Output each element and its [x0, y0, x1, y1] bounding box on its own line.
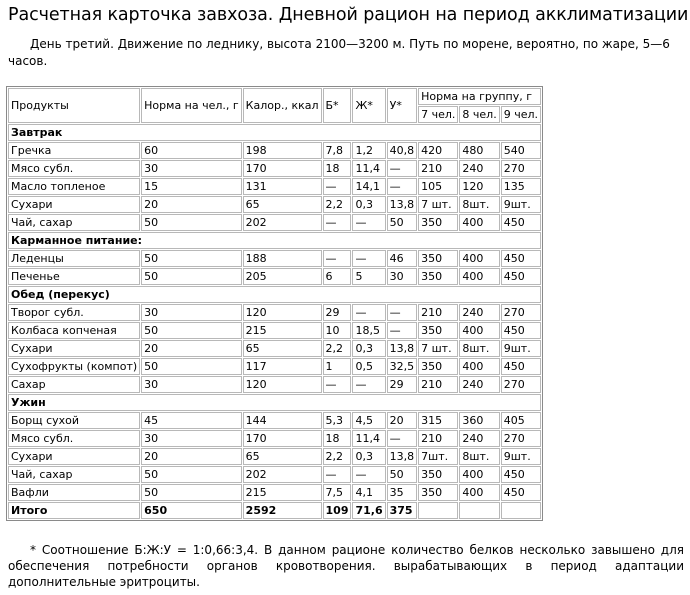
total-row — [8, 502, 541, 519]
cell-group-7: 350 — [418, 322, 458, 339]
table-row — [8, 412, 541, 429]
cell-group-8: 240 — [459, 160, 499, 177]
table-row — [8, 430, 541, 447]
total-calories: 2592 — [243, 502, 322, 519]
cell-norm: 45 — [141, 412, 242, 429]
cell-fats: 5 — [352, 268, 385, 285]
section-row — [8, 394, 541, 411]
cell-carbs: 32,5 — [387, 358, 418, 375]
cell-group-7: 350 — [418, 250, 458, 267]
cell-product: Вафли — [8, 484, 140, 501]
cell-norm: 30 — [141, 430, 242, 447]
cell-calories: 202 — [243, 466, 322, 483]
cell-group-7: 350 — [418, 214, 458, 231]
total-norm: 650 — [141, 502, 242, 519]
cell-group-9: 450 — [501, 484, 541, 501]
cell-product: Творог субл. — [8, 304, 140, 321]
table-row — [8, 304, 541, 321]
cell-carbs: — — [387, 160, 418, 177]
header-group-7: 7 чел. — [418, 106, 458, 123]
cell-calories: 198 — [243, 142, 322, 159]
cell-product: Борщ сухой — [8, 412, 140, 429]
cell-fats: 0,3 — [352, 448, 385, 465]
cell-group-8: 8шт. — [459, 448, 499, 465]
header-group-norm: Норма на группу, г — [418, 88, 541, 105]
cell-group-7: 350 — [418, 358, 458, 375]
header-product: Продукты — [8, 88, 140, 123]
cell-carbs: 29 — [387, 376, 418, 393]
header-norm-per-person: Норма на чел., г — [141, 88, 242, 123]
cell-carbs: 50 — [387, 214, 418, 231]
footnote: * Соотношение Б:Ж:У = 1:0,66:3,4. В данном рационе количество белков несколько завышено для обеспечения потребности органов кровотворения. вырабатывающих в период адаптации дополнительные эритроциты. — [8, 543, 684, 589]
cell-group-7: 315 — [418, 412, 458, 429]
cell-fats: — — [352, 376, 385, 393]
cell-proteins: 18 — [323, 160, 352, 177]
cell-group-8: 240 — [459, 376, 499, 393]
total-group-7 — [418, 502, 458, 519]
page-title: Расчетная карточка завхоза. Дневной рацион на период акклиматизации — [8, 5, 689, 25]
cell-group-9: 405 — [501, 412, 541, 429]
cell-product: Масло топленое — [8, 178, 140, 195]
cell-calories: 65 — [243, 448, 322, 465]
cell-group-7: 210 — [418, 160, 458, 177]
intro-text: День третий. Движение по леднику, высота 2100—3200 м. Путь по морене, вероятно, по жаре, 5—6 часов. — [8, 37, 670, 68]
cell-group-8: 400 — [459, 484, 499, 501]
cell-group-9: 540 — [501, 142, 541, 159]
cell-carbs: — — [387, 322, 418, 339]
cell-carbs: 13,8 — [387, 196, 418, 213]
section-title: Обед (перекус) — [8, 286, 541, 303]
cell-group-7: 420 — [418, 142, 458, 159]
cell-group-9: 270 — [501, 430, 541, 447]
table-row — [8, 250, 541, 267]
cell-product: Чай, сахар — [8, 214, 140, 231]
cell-group-7: 7 шт. — [418, 196, 458, 213]
cell-fats: — — [352, 304, 385, 321]
cell-carbs: 50 — [387, 466, 418, 483]
header-group-8: 8 чел. — [459, 106, 499, 123]
cell-product: Колбаса копченая — [8, 322, 140, 339]
cell-product: Гречка — [8, 142, 140, 159]
cell-product: Сахар — [8, 376, 140, 393]
cell-carbs: — — [387, 178, 418, 195]
table-row — [8, 376, 541, 393]
cell-proteins: 7,8 — [323, 142, 352, 159]
cell-group-8: 400 — [459, 466, 499, 483]
cell-fats: 11,4 — [352, 160, 385, 177]
cell-calories: 215 — [243, 322, 322, 339]
cell-proteins: 10 — [323, 322, 352, 339]
cell-group-8: 400 — [459, 214, 499, 231]
cell-fats: 0,5 — [352, 358, 385, 375]
cell-product: Печенье — [8, 268, 140, 285]
cell-group-7: 210 — [418, 376, 458, 393]
cell-norm: 30 — [141, 304, 242, 321]
header-carbs: У* — [387, 88, 418, 123]
cell-proteins: 18 — [323, 430, 352, 447]
cell-fats: 4,1 — [352, 484, 385, 501]
cell-calories: 120 — [243, 376, 322, 393]
cell-norm: 20 — [141, 448, 242, 465]
cell-group-9: 9шт. — [501, 196, 541, 213]
cell-group-8: 240 — [459, 430, 499, 447]
cell-proteins: — — [323, 214, 352, 231]
table-row — [8, 358, 541, 375]
cell-group-8: 400 — [459, 250, 499, 267]
cell-norm: 50 — [141, 466, 242, 483]
cell-group-9: 9шт. — [501, 448, 541, 465]
cell-norm: 50 — [141, 250, 242, 267]
cell-calories: 117 — [243, 358, 322, 375]
cell-group-7: 7шт. — [418, 448, 458, 465]
table-row — [8, 322, 541, 339]
table-row — [8, 268, 541, 285]
cell-product: Мясо субл. — [8, 430, 140, 447]
cell-carbs: 40,8 — [387, 142, 418, 159]
cell-carbs: 13,8 — [387, 448, 418, 465]
cell-product: Сухофрукты (компот) — [8, 358, 140, 375]
cell-group-9: 450 — [501, 466, 541, 483]
cell-fats: 14,1 — [352, 178, 385, 195]
section-row — [8, 124, 541, 141]
cell-product: Чай, сахар — [8, 466, 140, 483]
ration-table-body — [8, 124, 541, 519]
table-row — [8, 340, 541, 357]
cell-calories: 65 — [243, 196, 322, 213]
section-row — [8, 286, 541, 303]
cell-group-9: 270 — [501, 304, 541, 321]
cell-group-9: 270 — [501, 376, 541, 393]
cell-group-7: 210 — [418, 430, 458, 447]
cell-calories: 202 — [243, 214, 322, 231]
ration-table — [6, 86, 543, 521]
cell-group-8: 400 — [459, 322, 499, 339]
cell-group-7: 350 — [418, 466, 458, 483]
cell-group-9: 270 — [501, 160, 541, 177]
cell-fats: 0,3 — [352, 340, 385, 357]
cell-norm: 50 — [141, 268, 242, 285]
cell-group-9: 450 — [501, 322, 541, 339]
cell-proteins: — — [323, 178, 352, 195]
cell-norm: 50 — [141, 484, 242, 501]
cell-fats: 4,5 — [352, 412, 385, 429]
cell-calories: 205 — [243, 268, 322, 285]
cell-norm: 30 — [141, 160, 242, 177]
cell-group-7: 7 шт. — [418, 340, 458, 357]
cell-group-7: 350 — [418, 268, 458, 285]
cell-proteins: 1 — [323, 358, 352, 375]
cell-fats: — — [352, 214, 385, 231]
cell-carbs: 35 — [387, 484, 418, 501]
cell-calories: 65 — [243, 340, 322, 357]
cell-proteins: — — [323, 466, 352, 483]
cell-proteins: 6 — [323, 268, 352, 285]
cell-fats: 0,3 — [352, 196, 385, 213]
table-row — [8, 484, 541, 501]
cell-norm: 20 — [141, 340, 242, 357]
cell-proteins: 2,2 — [323, 340, 352, 357]
cell-group-8: 120 — [459, 178, 499, 195]
cell-fats: — — [352, 250, 385, 267]
cell-product: Мясо субл. — [8, 160, 140, 177]
cell-fats: 18,5 — [352, 322, 385, 339]
cell-norm: 30 — [141, 376, 242, 393]
table-row — [8, 448, 541, 465]
cell-group-8: 8шт. — [459, 196, 499, 213]
cell-group-7: 350 — [418, 484, 458, 501]
cell-group-8: 360 — [459, 412, 499, 429]
section-row — [8, 232, 541, 249]
total-product: Итого — [8, 502, 140, 519]
cell-norm: 15 — [141, 178, 242, 195]
cell-group-7: 210 — [418, 304, 458, 321]
cell-proteins: 5,3 — [323, 412, 352, 429]
cell-group-8: 480 — [459, 142, 499, 159]
cell-calories: 215 — [243, 484, 322, 501]
cell-proteins: 29 — [323, 304, 352, 321]
section-title: Карманное питание: — [8, 232, 541, 249]
table-row — [8, 160, 541, 177]
cell-calories: 131 — [243, 178, 322, 195]
header-fats: Ж* — [352, 88, 385, 123]
cell-group-7: 105 — [418, 178, 458, 195]
cell-calories: 120 — [243, 304, 322, 321]
cell-proteins: 7,5 — [323, 484, 352, 501]
table-row — [8, 214, 541, 231]
cell-group-9: 450 — [501, 358, 541, 375]
cell-group-9: 450 — [501, 268, 541, 285]
cell-carbs: 30 — [387, 268, 418, 285]
total-group-9 — [501, 502, 541, 519]
header-calories: Калор., ккал — [243, 88, 322, 123]
cell-proteins: — — [323, 250, 352, 267]
cell-calories: 170 — [243, 160, 322, 177]
cell-carbs: — — [387, 304, 418, 321]
total-carbs: 375 — [387, 502, 418, 519]
cell-norm: 50 — [141, 322, 242, 339]
cell-fats: — — [352, 466, 385, 483]
cell-group-8: 400 — [459, 268, 499, 285]
table-row — [8, 178, 541, 195]
cell-group-8: 8шт. — [459, 340, 499, 357]
cell-carbs: 20 — [387, 412, 418, 429]
total-fats: 71,6 — [352, 502, 385, 519]
cell-product: Леденцы — [8, 250, 140, 267]
section-title: Завтрак — [8, 124, 541, 141]
cell-product: Сухари — [8, 448, 140, 465]
cell-fats: 1,2 — [352, 142, 385, 159]
cell-carbs: 13,8 — [387, 340, 418, 357]
header-proteins: Б* — [323, 88, 352, 123]
cell-norm: 60 — [141, 142, 242, 159]
cell-group-9: 450 — [501, 214, 541, 231]
table-row — [8, 196, 541, 213]
cell-group-8: 400 — [459, 358, 499, 375]
cell-group-9: 450 — [501, 250, 541, 267]
cell-proteins: 2,2 — [323, 196, 352, 213]
cell-product: Сухари — [8, 196, 140, 213]
header-group-9: 9 чел. — [501, 106, 541, 123]
cell-norm: 20 — [141, 196, 242, 213]
total-proteins: 109 — [323, 502, 352, 519]
cell-fats: 11,4 — [352, 430, 385, 447]
total-group-8 — [459, 502, 499, 519]
cell-calories: 144 — [243, 412, 322, 429]
cell-carbs: — — [387, 430, 418, 447]
table-row — [8, 466, 541, 483]
cell-norm: 50 — [141, 214, 242, 231]
cell-group-9: 9шт. — [501, 340, 541, 357]
cell-carbs: 46 — [387, 250, 418, 267]
cell-product: Сухари — [8, 340, 140, 357]
table-row — [8, 142, 541, 159]
cell-norm: 50 — [141, 358, 242, 375]
cell-calories: 170 — [243, 430, 322, 447]
section-title: Ужин — [8, 394, 541, 411]
cell-group-9: 135 — [501, 178, 541, 195]
cell-proteins: — — [323, 376, 352, 393]
cell-proteins: 2,2 — [323, 448, 352, 465]
cell-calories: 188 — [243, 250, 322, 267]
cell-group-8: 240 — [459, 304, 499, 321]
